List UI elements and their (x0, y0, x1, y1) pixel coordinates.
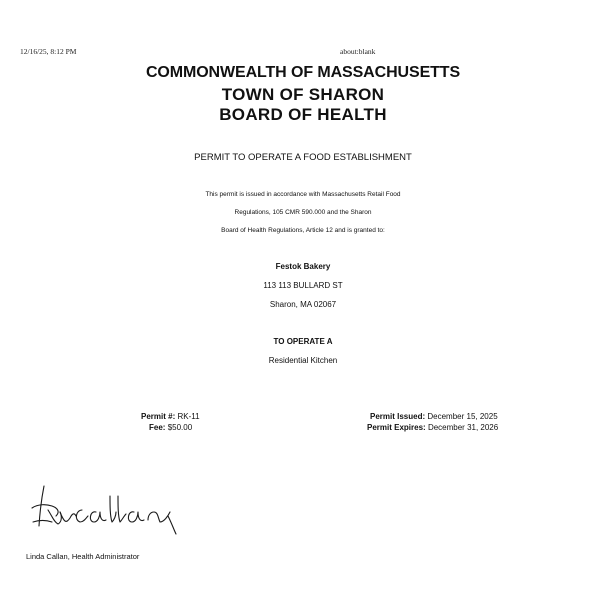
heading-commonwealth: COMMONWEALTH OF MASSACHUSETTS (145, 64, 461, 81)
permit-expires-label: Permit Expires: (367, 423, 426, 432)
permit-number-label: Permit #: (141, 412, 176, 421)
heading-town: TOWN OF SHARON (221, 85, 385, 104)
intro-line-2: Regulations, 105 CMR 590.000 and the Sharon (234, 209, 372, 216)
permit-title: PERMIT TO OPERATE A FOOD ESTABLISHMENT (194, 152, 412, 163)
fee-field (149, 423, 192, 432)
permit-number-value: RK-11 (177, 412, 200, 421)
print-url: about:blank (340, 47, 376, 56)
permit-number-field (141, 412, 200, 421)
heading-board: BOARD OF HEALTH (219, 105, 387, 124)
permit-expires-value: December 31, 2026 (427, 423, 499, 432)
permit-issued-label: Permit Issued: (370, 412, 426, 421)
permit-issued-value: December 15, 2025 (427, 412, 498, 421)
permit-expires-field (367, 423, 498, 432)
signature-image (30, 482, 200, 537)
print-datetime: 12/16/25, 8:12 PM (20, 47, 77, 56)
operate-heading: TO OPERATE A (273, 337, 333, 346)
establishment-address-city: Sharon, MA 02067 (269, 300, 337, 309)
establishment-name: Festok Bakery (275, 262, 331, 271)
operate-type: Residential Kitchen (268, 356, 338, 365)
permit-issued-field (370, 412, 498, 421)
signer-name: Linda Callan, Health Administrator (26, 552, 140, 561)
establishment-address-street: 113 113 BULLARD ST (263, 281, 343, 290)
fee-label: Fee: (149, 423, 166, 432)
intro-line-3: Board of Health Regulations, Article 12 and is granted to: (221, 227, 385, 234)
fee-value: $50.00 (167, 423, 193, 432)
intro-line-1: This permit is issued in accordance with Massachusetts Retail Food (205, 191, 401, 198)
